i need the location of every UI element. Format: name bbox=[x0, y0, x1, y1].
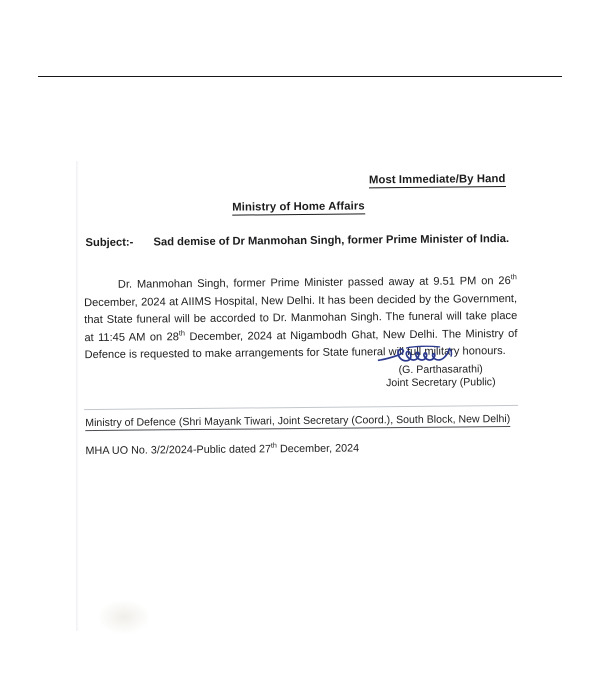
priority-marking: Most Immediate/By Hand bbox=[368, 173, 506, 187]
footer-addressee: Ministry of Defence (Shri Mayank Tiwari, Joint Secretary (Coord.), South Block, New Delhi) bbox=[85, 412, 511, 430]
body-ordinal-suffix-1: th bbox=[510, 272, 517, 282]
subject-text: Sad demise of Dr Manmohan Singh, former Prime Minister of India. bbox=[153, 232, 510, 249]
reference-ordinal-suffix: th bbox=[270, 440, 277, 450]
body-ordinal-suffix-2: th bbox=[178, 328, 186, 338]
footer-separator-rule bbox=[84, 405, 518, 410]
footer-reference-number bbox=[85, 442, 359, 457]
signatory-designation: Joint Secretary (Public) bbox=[386, 376, 496, 390]
signature-block bbox=[357, 345, 525, 390]
issuing-ministry-heading: Ministry of Home Affairs bbox=[232, 200, 365, 214]
document-content bbox=[36, 74, 565, 622]
subject-label: Subject:- bbox=[85, 236, 134, 250]
reference-text-part-2: December, 2024 bbox=[276, 442, 360, 456]
handwritten-signature-icon bbox=[357, 345, 525, 369]
body-text-part-1: Dr. Manmohan Singh, former Prime Minister passed away at 9.51 PM on 26 bbox=[117, 274, 511, 291]
scan-smudge-artifact bbox=[98, 600, 150, 634]
reference-text-part-1: MHA UO No. 3/2/2024-Public dated 27 bbox=[85, 443, 271, 458]
body-text-part-2: December, 2024 at AIIMS Hospital, New Delhi. It has been decided by the Government, that State funeral will be accorded to Dr. Manmohan Singh. The funeral will take place at 11:45 AM on 28 bbox=[84, 292, 518, 344]
document-page bbox=[38, 77, 562, 620]
body-text-part-3: December, 2024 at Nigambodh Ghat, New Delhi. The Ministry of Defence is requested to make arrangements for State funeral will full military honours. bbox=[84, 327, 518, 362]
subject-line bbox=[85, 233, 535, 249]
signatory-name: (G. Parthasarathi) bbox=[398, 363, 483, 377]
